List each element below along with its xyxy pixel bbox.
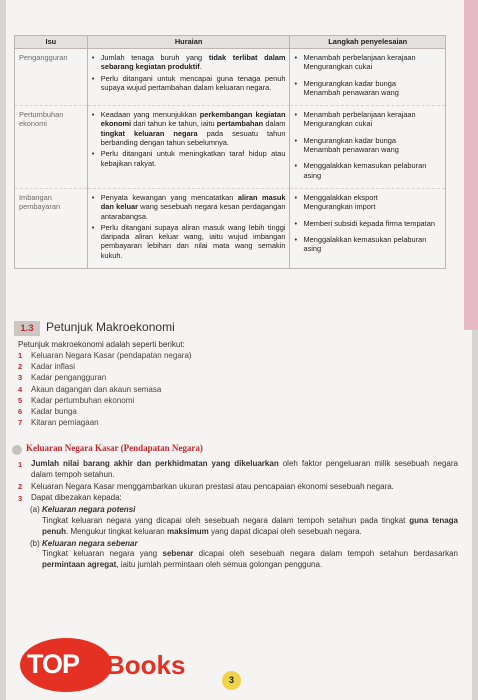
list-item: • Memberi subsidi kepada firma tempatan: [294, 219, 441, 228]
table-row: [15, 49, 446, 106]
list-item: • Jumlah tenaga buruh yang tidak terlibat dalam sebarang kegiatan produktif.: [92, 53, 286, 72]
section-number: 1.3: [14, 321, 40, 336]
header-langkah: Langkah penyelesaian: [290, 36, 446, 49]
list-item: • Perlu ditangani supaya aliran masuk wang lebih tinggi daripada aliran keluar wang, iaitu wujud imbangan pembayaran lebihan dan nilai mata wang semakin kukuh.: [92, 223, 286, 260]
subitem-b-body: Tingkat keluaran negara yang sebenar dicapai oleh sesebuah negara dalam tempoh setahun berdasarkan permintaan agregat, iaitu jumlah permintaan oleh semua golongan pengguna.: [42, 549, 458, 570]
indicator-list: [18, 350, 192, 428]
point-2: 2 Keluaran Negara Kasar menggambarkan ukuran prestasi atau pencapaian ekonomi sesebuah negara.: [18, 481, 394, 492]
book-page: [6, 0, 472, 700]
list-item: • Menambah perbelanjaan kerajaan Mengurangkan cukai: [294, 110, 441, 129]
list-item: • Menggalakkan kemasukan pelaburan asing: [294, 161, 441, 180]
list-item: 2 Kadar inflasi: [18, 362, 76, 372]
langkah-cell: [290, 49, 446, 106]
logo-text-top: TOP: [27, 649, 80, 679]
subitem-b: (b) Keluaran negara sebenar Tingkat keluaran negara yang sebenar dicapai oleh sesebuah negara dalam tempoh setahun berdasarkan permintaan agregat, iaitu jumlah permintaan oleh semua golongan pengguna.: [30, 538, 458, 570]
huraian-cell: [87, 106, 290, 189]
list-item: • Menggalakkan kemasukan pelaburan asing: [294, 235, 441, 254]
list-item: • Mengurangkan kadar bunga Menambah penawaran wang: [294, 136, 441, 155]
list-item: 4 Akaun dagangan dan akaun semasa: [18, 384, 162, 394]
list-item: 3 Kadar pengangguran: [18, 373, 107, 383]
header-huraian: Huraian: [87, 36, 290, 49]
list-item: 7 Kitaran perniagaan: [18, 418, 99, 428]
subitem-b-heading: Keluaran negara sebenar: [42, 538, 138, 548]
logo-text-books: Books: [106, 650, 186, 680]
list-item: • Penyata kewangan yang mencatatkan aliran masuk dan keluar wang sesebuah negara kesan perdagangan antarabangsa.: [92, 193, 286, 221]
list-item: 1 Keluaran Negara Kasar (pendapatan negara): [18, 351, 192, 360]
list-item: • Keadaan yang menunjukkan perkembangan kegiatan ekonomi dari tahun ke tahun, iaitu pertambahan dalam tingkat keluaran negara pada sesuatu tahun berbanding dengan tahun sebelumnya.: [92, 110, 286, 147]
list-item: • Menggalakkan eksport Mengurangkan import: [294, 193, 441, 212]
page-edge-strip: [464, 0, 478, 330]
subitem-a: (a) Keluaran negara potensi Tingkat keluaran negara yang dicapai oleh sesebuah negara dalam tempoh setahun pada tingkat guna tenaga penuh. Mengukur tingkat keluaran maksimum yang dapat dicapai oleh sesebuah negara.: [30, 505, 458, 536]
page-number: 3: [222, 671, 241, 690]
subsection-bullet-icon: [12, 445, 22, 455]
list-item: 5 Kadar pertumbuhan ekonomi: [18, 395, 135, 405]
subsection-title: Keluaran Negara Kasar (Pendapatan Negara): [26, 443, 203, 453]
list-item: • Perlu ditangani untuk mencapai guna tenaga penuh supaya wujud pertambahan dalam keluaran negara.: [92, 74, 286, 93]
point-1: 1 Jumlah nilai barang akhir dan perkhidmatan yang dikeluarkan oleh faktor pengeluaran milik sesebuah negara dalam tempoh setahun.: [18, 459, 458, 479]
isu-cell: Imbangan pembayaran: [15, 188, 88, 268]
langkah-cell: [290, 106, 446, 189]
table-row: [15, 106, 446, 189]
issues-table: [14, 35, 446, 269]
subitem-a-heading: Keluaran negara potensi: [42, 505, 136, 515]
isu-cell: Pengangguran: [15, 49, 88, 106]
section-intro: Petunjuk makroekonomi adalah seperti berikut:: [18, 340, 185, 349]
point-3: 3 Dapat dibezakan kepada: (a) Keluaran negara potensi Tingkat keluaran negara yang dicapai oleh sesebuah negara dalam tempoh setahun pada tingkat guna tenaga penuh. Mengukur tingkat keluaran maksimum yang dapat dicapai oleh sesebuah negara. (b) Keluaran negara sebenar Tingkat keluaran negara yang sebenar dicapai oleh sesebuah negara dalam tempoh setahun berdasarkan permintaan agregat, iaitu jumlah permintaan oleh semua golongan pengguna.: [18, 493, 458, 570]
list-item: • Mengurangkan kadar bunga Menambah penawaran wang: [294, 79, 441, 98]
list-item: • Perlu ditangani untuk meningkatkan taraf hidup atau kebajikan rakyat.: [92, 149, 286, 168]
subitem-a-body: Tingkat keluaran negara yang dicapai oleh sesebuah negara dalam tempoh setahun pada tingkat guna tenaga penuh. Mengukur tingkat keluaran maksimum yang dapat dicapai oleh sesebuah negara.: [42, 515, 458, 536]
table-header-row: [15, 36, 446, 49]
langkah-cell: [290, 188, 446, 268]
header-isu: Isu: [15, 36, 88, 49]
topbooks-logo: [20, 638, 220, 694]
list-item: • Menambah perbelanjaan kerajaan Mengurangkan cukai: [294, 53, 441, 72]
huraian-cell: [87, 188, 290, 268]
isu-cell: Pertumbuhan ekonomi: [15, 106, 88, 189]
list-item: 6 Kadar bunga: [18, 407, 77, 417]
huraian-cell: [87, 49, 290, 106]
subsection-points: [18, 459, 458, 572]
section-title: Petunjuk Makroekonomi: [46, 320, 175, 334]
table-row: [15, 188, 446, 268]
